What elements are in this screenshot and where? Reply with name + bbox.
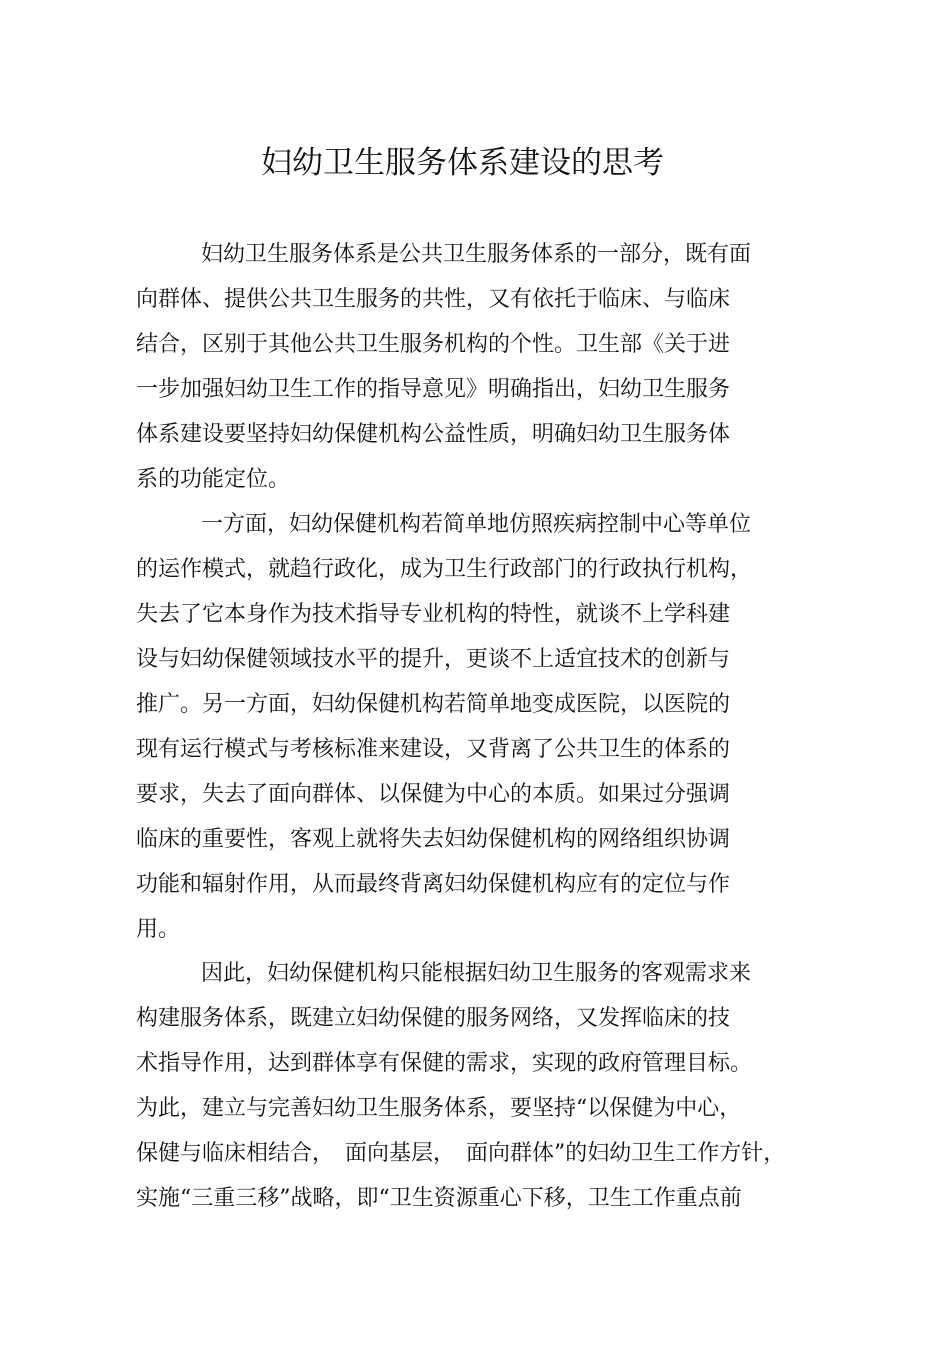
paragraph-line: 临床的重要性，客观上就将失去妇幼保健机构的网络组织协调 — [136, 827, 731, 852]
paragraph-1 — [136, 232, 751, 502]
paragraph-line: 结合，区别于其他公共卫生服务机构的个性。卫生部《关于进 — [136, 332, 731, 357]
paragraph-line: 妇幼卫生服务体系是公共卫生服务体系的一部分，既有面 — [201, 242, 752, 267]
paragraph-line: 术指导作用，达到群体享有保健的需求，实现的政府管理目标。 — [136, 1051, 753, 1076]
paragraph-line: 体系建设要坚持妇幼保健机构公益性质，明确妇幼卫生服务体 — [136, 422, 731, 447]
paragraph-line: 用。 — [136, 917, 181, 942]
document-title: 妇幼卫生服务体系建设的思考 — [261, 145, 664, 181]
paragraph-line: 实施“三重三移”战略，即“卫生资源重心下移，卫生工作重点前 — [136, 1186, 742, 1211]
paragraph-2 — [136, 502, 752, 952]
paragraph-line: 系的功能定位。 — [136, 467, 291, 492]
paragraph-line: 一步加强妇幼卫生工作的指导意见》明确指出，妇幼卫生服务 — [136, 377, 731, 402]
paragraph-line: 推广。另一方面，妇幼保健机构若简单地变成医院，以医院的 — [136, 692, 731, 717]
paragraph-line: 向群体、提供公共卫生服务的共性，又有依托于临床、与临床 — [136, 287, 731, 312]
paragraph-line: 失去了它本身作为技术指导专业机构的特性，就谈不上学科建 — [136, 602, 731, 627]
paragraph-line: 功能和辐射作用，从而最终背离妇幼保健机构应有的定位与作 — [136, 872, 731, 897]
paragraph-line: 现有运行模式与考核标准来建设，又背离了公共卫生的体系的 — [136, 737, 731, 762]
paragraph-line: 因此，妇幼保健机构只能根据妇幼卫生服务的客观需求来 — [201, 961, 752, 986]
paragraph-line: 一方面，妇幼保健机构若简单地仿照疾病控制中心等单位 — [201, 512, 752, 537]
paragraph-line: 设与妇幼保健领域技水平的提升，更谈不上适宜技术的创新与 — [136, 647, 731, 672]
paragraph-3 — [136, 951, 785, 1221]
paragraph-line: 为此，建立与完善妇幼卫生服务体系，要坚持“以保健为中心， — [136, 1096, 742, 1121]
paragraph-line: 的运作模式，就趋行政化，成为卫生行政部门的行政执行机构， — [136, 557, 753, 582]
paragraph-line: 构建服务体系，既建立妇幼保健的服务网络，又发挥临床的技 — [136, 1006, 731, 1031]
paragraph-line: 保健与临床相结合， 面向基层， 面向群体”的妇幼卫生工作方针， — [136, 1141, 786, 1166]
paragraph-line: 要求，失去了面向群体、以保健为中心的本质。如果过分强调 — [136, 782, 731, 807]
